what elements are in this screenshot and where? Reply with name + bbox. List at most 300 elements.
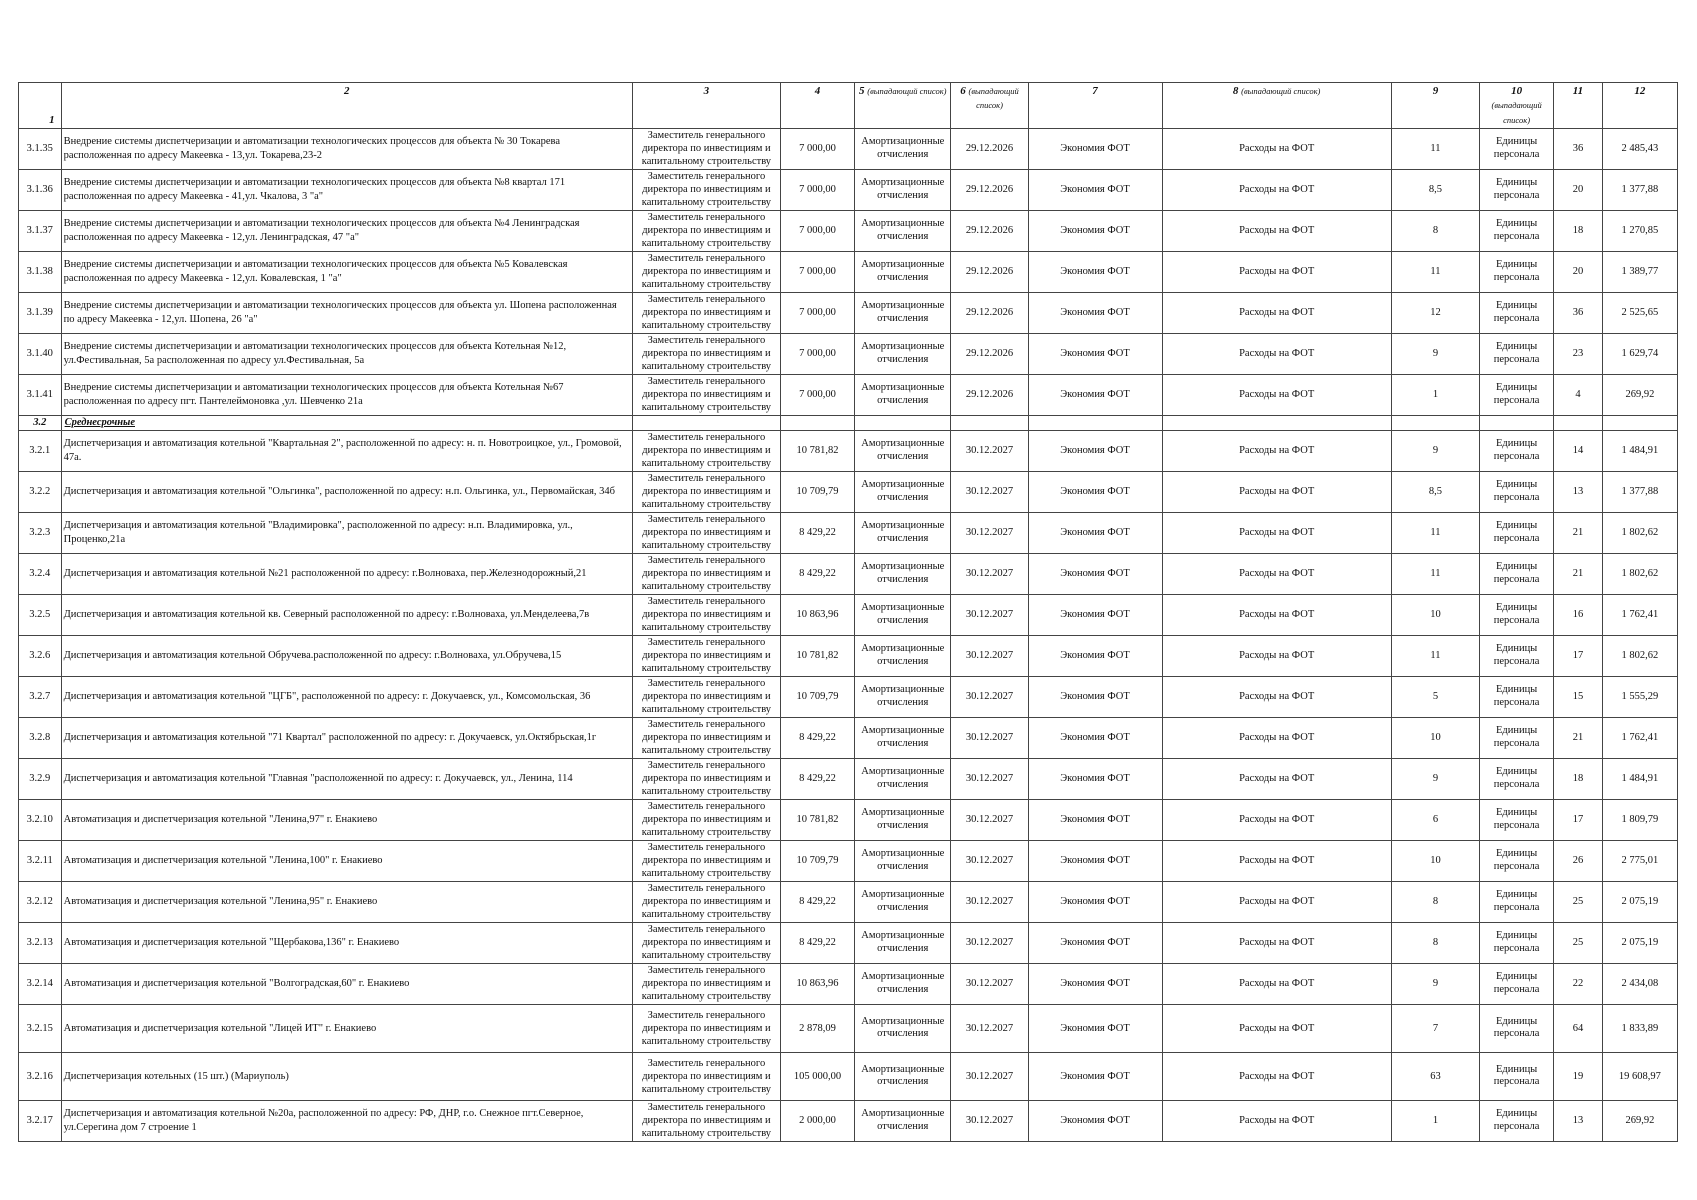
cell-funding-source: Амортизационные отчисления bbox=[855, 881, 951, 922]
cell-unit: Единицы персонала bbox=[1480, 635, 1554, 676]
cell-number: 3.2.16 bbox=[19, 1052, 62, 1100]
cell-col-11: 13 bbox=[1554, 1100, 1603, 1141]
cell-unit: Единицы персонала bbox=[1480, 1100, 1554, 1141]
cell-col-11: 23 bbox=[1554, 333, 1603, 374]
cell-deadline: 30.12.2027 bbox=[951, 1052, 1028, 1100]
cell-measure-name: Внедрение системы диспетчеризации и автоматизации технологических процессов для объекта №8 квартал 171 расположенная по адресу Макеевка - 41,ул. Чкалова, 3 "а" bbox=[61, 169, 632, 210]
cell-effect-type: Экономия ФОТ bbox=[1028, 963, 1162, 1004]
cell-funding-source: Амортизационные отчисления bbox=[855, 963, 951, 1004]
section-row bbox=[19, 415, 1678, 430]
cell-funding-source: Амортизационные отчисления bbox=[855, 292, 951, 333]
cell-unit: Единицы персонала bbox=[1480, 840, 1554, 881]
responsible-text: Заместитель генерального директора по инвестициям и капитальному строительству bbox=[641, 883, 772, 921]
cell-quantity: 63 bbox=[1391, 1052, 1479, 1100]
cell-responsible bbox=[632, 251, 780, 292]
responsible-text: Заместитель генерального директора по инвестициям и капитальному строительству bbox=[641, 678, 772, 716]
cell-measure-name: Автоматизация и диспетчеризация котельной "Ленина,95" г. Енакиево bbox=[61, 881, 632, 922]
cell-expense-item: Расходы на ФОТ bbox=[1162, 471, 1391, 512]
cell-cost: 2 000,00 bbox=[781, 1100, 855, 1141]
responsible-text: Заместитель генерального директора по инвестициям и капитальному строительству bbox=[641, 719, 772, 757]
measures-table bbox=[18, 82, 1678, 1142]
cell-col-12: 1 809,79 bbox=[1602, 799, 1677, 840]
cell-funding-source: Амортизационные отчисления bbox=[855, 922, 951, 963]
cell-cost: 8 429,22 bbox=[781, 717, 855, 758]
cell-funding-source: Амортизационные отчисления bbox=[855, 1100, 951, 1141]
cell-funding-source: Амортизационные отчисления bbox=[855, 512, 951, 553]
cell-col-11: 18 bbox=[1554, 210, 1603, 251]
cell-responsible bbox=[632, 922, 780, 963]
cell-measure-name: Диспетчеризация котельных (15 шт.) (Мариуполь) bbox=[61, 1052, 632, 1100]
cell-responsible bbox=[632, 1004, 780, 1052]
cell-cost: 7 000,00 bbox=[781, 333, 855, 374]
cell-number: 3.2.11 bbox=[19, 840, 62, 881]
cell-deadline: 30.12.2027 bbox=[951, 1004, 1028, 1052]
cell-number: 3.2.7 bbox=[19, 676, 62, 717]
cell-deadline: 30.12.2027 bbox=[951, 635, 1028, 676]
cell-number: 3.2.1 bbox=[19, 430, 62, 471]
cell-measure-name: Диспетчеризация и автоматизация котельной "Владимировка", расположенной по адресу: н.п. Владимировка, ул., Проценко,21а bbox=[61, 512, 632, 553]
cell-col-11: 17 bbox=[1554, 799, 1603, 840]
cell-cost: 10 709,79 bbox=[781, 840, 855, 881]
table-row bbox=[19, 840, 1678, 881]
cell-unit: Единицы персонала bbox=[1480, 1052, 1554, 1100]
cell-col-11: 13 bbox=[1554, 471, 1603, 512]
cell-effect-type: Экономия ФОТ bbox=[1028, 922, 1162, 963]
cell-expense-item: Расходы на ФОТ bbox=[1162, 881, 1391, 922]
cell-funding-source: Амортизационные отчисления bbox=[855, 210, 951, 251]
cell-col-12: 1 802,62 bbox=[1602, 512, 1677, 553]
cell-quantity: 6 bbox=[1391, 799, 1479, 840]
section-number: 3.2 bbox=[19, 415, 62, 430]
responsible-text: Заместитель генерального директора по инвестициям и капитальному строительству bbox=[641, 637, 772, 675]
table-row bbox=[19, 128, 1678, 169]
cell-measure-name: Автоматизация и диспетчеризация котельной "Щербакова,136" г. Енакиево bbox=[61, 922, 632, 963]
cell-cost: 10 781,82 bbox=[781, 430, 855, 471]
cell-unit: Единицы персонала bbox=[1480, 210, 1554, 251]
cell-quantity: 11 bbox=[1391, 128, 1479, 169]
cell-measure-name: Автоматизация и диспетчеризация котельной "Ленина,97" г. Енакиево bbox=[61, 799, 632, 840]
cell-measure-name: Внедрение системы диспетчеризации и автоматизации технологических процессов для объекта Котельная №67 расположенная по адресу пгт. Пантелеймоновка ,ул. Шевченко 21а bbox=[61, 374, 632, 415]
table-row bbox=[19, 1052, 1678, 1100]
cell-col-11: 21 bbox=[1554, 512, 1603, 553]
cell-col-12: 1 377,88 bbox=[1602, 169, 1677, 210]
cell-deadline: 30.12.2027 bbox=[951, 471, 1028, 512]
responsible-text: Заместитель генерального директора по инвестициям и капитальному строительству bbox=[641, 596, 772, 634]
cell-measure-name: Автоматизация и диспетчеризация котельной "Волгоградская,60" г. Енакиево bbox=[61, 963, 632, 1004]
cell-measure-name: Автоматизация и диспетчеризация котельной "Лицей ИТ" г. Енакиево bbox=[61, 1004, 632, 1052]
cell-col-11: 21 bbox=[1554, 553, 1603, 594]
cell-col-11: 22 bbox=[1554, 963, 1603, 1004]
header-col-5: 5 (выпадающий список) bbox=[855, 83, 951, 129]
cell-quantity: 8 bbox=[1391, 210, 1479, 251]
table-row bbox=[19, 922, 1678, 963]
cell-number: 3.2.8 bbox=[19, 717, 62, 758]
cell-deadline: 30.12.2027 bbox=[951, 430, 1028, 471]
cell-funding-source: Амортизационные отчисления bbox=[855, 128, 951, 169]
cell-effect-type: Экономия ФОТ bbox=[1028, 799, 1162, 840]
cell-effect-type: Экономия ФОТ bbox=[1028, 758, 1162, 799]
responsible-text: Заместитель генерального директора по инвестициям и капитальному строительству bbox=[641, 253, 772, 291]
cell-funding-source: Амортизационные отчисления bbox=[855, 758, 951, 799]
cell-quantity: 10 bbox=[1391, 594, 1479, 635]
table-row bbox=[19, 430, 1678, 471]
cell-cost: 2 878,09 bbox=[781, 1004, 855, 1052]
cell-col-12: 1 555,29 bbox=[1602, 676, 1677, 717]
cell-responsible bbox=[632, 594, 780, 635]
cell-funding-source: Амортизационные отчисления bbox=[855, 676, 951, 717]
responsible-text: Заместитель генерального директора по инвестициям и капитальному строительству bbox=[641, 1102, 772, 1140]
cell-deadline: 30.12.2027 bbox=[951, 963, 1028, 1004]
cell-col-12: 269,92 bbox=[1602, 1100, 1677, 1141]
cell-cost: 8 429,22 bbox=[781, 758, 855, 799]
responsible-text: Заместитель генерального директора по инвестициям и капитальному строительству bbox=[641, 335, 772, 373]
table-row bbox=[19, 758, 1678, 799]
cell-expense-item: Расходы на ФОТ bbox=[1162, 1100, 1391, 1141]
header-col-1: 1 bbox=[19, 83, 62, 129]
cell-responsible bbox=[632, 553, 780, 594]
cell-col-11: 36 bbox=[1554, 128, 1603, 169]
table-row bbox=[19, 676, 1678, 717]
table-row bbox=[19, 210, 1678, 251]
header-col-6: 6 (выпадающий список) bbox=[951, 83, 1028, 129]
cell-quantity: 11 bbox=[1391, 251, 1479, 292]
cell-col-12: 1 389,77 bbox=[1602, 251, 1677, 292]
cell-measure-name: Диспетчеризация и автоматизация котельной "ЦГБ", расположенной по адресу: г. Докучаевск, ул., Комсомольская, 36 bbox=[61, 676, 632, 717]
cell-cost: 8 429,22 bbox=[781, 553, 855, 594]
cell-quantity: 12 bbox=[1391, 292, 1479, 333]
cell-quantity: 8,5 bbox=[1391, 169, 1479, 210]
cell-deadline: 30.12.2027 bbox=[951, 512, 1028, 553]
cell-unit: Единицы персонала bbox=[1480, 430, 1554, 471]
cell-measure-name: Диспетчеризация и автоматизация котельной №20а, расположенной по адресу: РФ, ДНР, г.о. Снежное пгт.Северное, ул.Серегина дом 7 строение 1 bbox=[61, 1100, 632, 1141]
cell-effect-type: Экономия ФОТ bbox=[1028, 292, 1162, 333]
cell-number: 3.1.36 bbox=[19, 169, 62, 210]
cell-measure-name: Внедрение системы диспетчеризации и автоматизации технологических процессов для объекта Котельная №12, ул.Фестивальная, 5а расположенная по адресу ул.Фестивальная, 5а bbox=[61, 333, 632, 374]
cell-cost: 7 000,00 bbox=[781, 169, 855, 210]
cell-cost: 10 709,79 bbox=[781, 676, 855, 717]
cell-funding-source: Амортизационные отчисления bbox=[855, 251, 951, 292]
cell-funding-source: Амортизационные отчисления bbox=[855, 840, 951, 881]
cell-col-12: 269,92 bbox=[1602, 374, 1677, 415]
cell-number: 3.2.2 bbox=[19, 471, 62, 512]
cell-expense-item: Расходы на ФОТ bbox=[1162, 758, 1391, 799]
cell-funding-source: Амортизационные отчисления bbox=[855, 374, 951, 415]
cell-number: 3.2.13 bbox=[19, 922, 62, 963]
cell-unit: Единицы персонала bbox=[1480, 758, 1554, 799]
cell-quantity: 9 bbox=[1391, 963, 1479, 1004]
responsible-text: Заместитель генерального директора по инвестициям и капитальному строительству bbox=[641, 432, 772, 470]
table-row bbox=[19, 881, 1678, 922]
cell-col-11: 14 bbox=[1554, 430, 1603, 471]
cell-number: 3.1.41 bbox=[19, 374, 62, 415]
cell-funding-source: Амортизационные отчисления bbox=[855, 594, 951, 635]
cell-expense-item: Расходы на ФОТ bbox=[1162, 717, 1391, 758]
cell-effect-type: Экономия ФОТ bbox=[1028, 512, 1162, 553]
cell-expense-item: Расходы на ФОТ bbox=[1162, 292, 1391, 333]
cell-cost: 10 863,96 bbox=[781, 594, 855, 635]
cell-deadline: 30.12.2027 bbox=[951, 717, 1028, 758]
cell-deadline: 30.12.2027 bbox=[951, 676, 1028, 717]
cell-expense-item: Расходы на ФОТ bbox=[1162, 210, 1391, 251]
cell-expense-item: Расходы на ФОТ bbox=[1162, 1004, 1391, 1052]
table-row bbox=[19, 169, 1678, 210]
cell-measure-name: Диспетчеризация и автоматизация котельной Обручева.расположенной по адресу: г.Волноваха, ул.Обручева,15 bbox=[61, 635, 632, 676]
cell-expense-item: Расходы на ФОТ bbox=[1162, 512, 1391, 553]
cell-responsible bbox=[632, 169, 780, 210]
cell-col-12: 1 802,62 bbox=[1602, 635, 1677, 676]
cell-cost: 7 000,00 bbox=[781, 374, 855, 415]
cell-responsible bbox=[632, 333, 780, 374]
cell-deadline: 29.12.2026 bbox=[951, 333, 1028, 374]
cell-col-12: 2 434,08 bbox=[1602, 963, 1677, 1004]
cell-unit: Единицы персонала bbox=[1480, 128, 1554, 169]
cell-responsible bbox=[632, 292, 780, 333]
cell-col-12: 1 484,91 bbox=[1602, 758, 1677, 799]
header-col-12: 12 bbox=[1602, 83, 1677, 129]
cell-responsible bbox=[632, 1100, 780, 1141]
cell-effect-type: Экономия ФОТ bbox=[1028, 1100, 1162, 1141]
cell-cost: 105 000,00 bbox=[781, 1052, 855, 1100]
cell-effect-type: Экономия ФОТ bbox=[1028, 1052, 1162, 1100]
responsible-text: Заместитель генерального директора по инвестициям и капитальному строительству bbox=[641, 376, 772, 414]
table-row bbox=[19, 292, 1678, 333]
cell-cost: 8 429,22 bbox=[781, 512, 855, 553]
table-body-section bbox=[19, 415, 1678, 430]
responsible-text: Заместитель генерального директора по инвестициям и капитальному строительству bbox=[641, 130, 772, 168]
cell-measure-name: Внедрение системы диспетчеризации и автоматизации технологических процессов для объекта №5 Ковалевская расположенная по адресу Макеевка - 12,ул. Ковалевская, 1 "а" bbox=[61, 251, 632, 292]
cell-effect-type: Экономия ФОТ bbox=[1028, 374, 1162, 415]
cell-deadline: 30.12.2027 bbox=[951, 840, 1028, 881]
cell-expense-item: Расходы на ФОТ bbox=[1162, 635, 1391, 676]
table-row bbox=[19, 594, 1678, 635]
table-row bbox=[19, 512, 1678, 553]
cell-cost: 10 709,79 bbox=[781, 471, 855, 512]
header-col-11: 11 bbox=[1554, 83, 1603, 129]
cell-deadline: 29.12.2026 bbox=[951, 251, 1028, 292]
header-col-7: 7 bbox=[1028, 83, 1162, 129]
cell-col-11: 17 bbox=[1554, 635, 1603, 676]
cell-col-12: 1 833,89 bbox=[1602, 1004, 1677, 1052]
cell-number: 3.2.4 bbox=[19, 553, 62, 594]
cell-expense-item: Расходы на ФОТ bbox=[1162, 799, 1391, 840]
cell-col-11: 15 bbox=[1554, 676, 1603, 717]
cell-expense-item: Расходы на ФОТ bbox=[1162, 840, 1391, 881]
cell-measure-name: Диспетчеризация и автоматизация котельной №21 расположенной по адресу: г.Волноваха, пер.Железнодорожный,21 bbox=[61, 553, 632, 594]
cell-expense-item: Расходы на ФОТ bbox=[1162, 251, 1391, 292]
cell-quantity: 9 bbox=[1391, 430, 1479, 471]
cell-quantity: 9 bbox=[1391, 758, 1479, 799]
cell-responsible bbox=[632, 758, 780, 799]
cell-effect-type: Экономия ФОТ bbox=[1028, 717, 1162, 758]
cell-funding-source: Амортизационные отчисления bbox=[855, 553, 951, 594]
cell-cost: 8 429,22 bbox=[781, 922, 855, 963]
cell-effect-type: Экономия ФОТ bbox=[1028, 840, 1162, 881]
cell-measure-name: Автоматизация и диспетчеризация котельной "Ленина,100" г. Енакиево bbox=[61, 840, 632, 881]
cell-cost: 7 000,00 bbox=[781, 210, 855, 251]
responsible-text: Заместитель генерального директора по инвестициям и капитальному строительству bbox=[641, 965, 772, 1003]
table-row bbox=[19, 553, 1678, 594]
cell-number: 3.2.9 bbox=[19, 758, 62, 799]
table-row bbox=[19, 799, 1678, 840]
cell-col-11: 36 bbox=[1554, 292, 1603, 333]
cell-col-11: 20 bbox=[1554, 251, 1603, 292]
cell-col-12: 2 485,43 bbox=[1602, 128, 1677, 169]
cell-funding-source: Амортизационные отчисления bbox=[855, 169, 951, 210]
cell-quantity: 10 bbox=[1391, 717, 1479, 758]
table-row bbox=[19, 374, 1678, 415]
table-row bbox=[19, 251, 1678, 292]
cell-deadline: 30.12.2027 bbox=[951, 799, 1028, 840]
cell-cost: 10 781,82 bbox=[781, 799, 855, 840]
cell-quantity: 10 bbox=[1391, 840, 1479, 881]
cell-unit: Единицы персонала bbox=[1480, 333, 1554, 374]
cell-number: 3.2.15 bbox=[19, 1004, 62, 1052]
cell-col-11: 25 bbox=[1554, 881, 1603, 922]
cell-col-12: 1 484,91 bbox=[1602, 430, 1677, 471]
cell-col-11: 19 bbox=[1554, 1052, 1603, 1100]
cell-col-12: 19 608,97 bbox=[1602, 1052, 1677, 1100]
table-row bbox=[19, 963, 1678, 1004]
cell-quantity: 11 bbox=[1391, 635, 1479, 676]
cell-deadline: 29.12.2026 bbox=[951, 210, 1028, 251]
cell-funding-source: Амортизационные отчисления bbox=[855, 333, 951, 374]
cell-expense-item: Расходы на ФОТ bbox=[1162, 333, 1391, 374]
cell-col-12: 1 377,88 bbox=[1602, 471, 1677, 512]
cell-responsible bbox=[632, 676, 780, 717]
cell-unit: Единицы персонала bbox=[1480, 553, 1554, 594]
table-row bbox=[19, 1100, 1678, 1141]
cell-effect-type: Экономия ФОТ bbox=[1028, 1004, 1162, 1052]
cell-col-11: 64 bbox=[1554, 1004, 1603, 1052]
cell-deadline: 30.12.2027 bbox=[951, 1100, 1028, 1141]
cell-responsible bbox=[632, 963, 780, 1004]
cell-number: 3.2.10 bbox=[19, 799, 62, 840]
cell-unit: Единицы персонала bbox=[1480, 292, 1554, 333]
cell-expense-item: Расходы на ФОТ bbox=[1162, 922, 1391, 963]
cell-responsible bbox=[632, 374, 780, 415]
cell-quantity: 1 bbox=[1391, 374, 1479, 415]
cell-col-12: 2 525,65 bbox=[1602, 292, 1677, 333]
cell-col-11: 18 bbox=[1554, 758, 1603, 799]
cell-deadline: 29.12.2026 bbox=[951, 292, 1028, 333]
cell-quantity: 8,5 bbox=[1391, 471, 1479, 512]
table-row bbox=[19, 1004, 1678, 1052]
cell-responsible bbox=[632, 881, 780, 922]
cell-deadline: 30.12.2027 bbox=[951, 881, 1028, 922]
cell-quantity: 9 bbox=[1391, 333, 1479, 374]
cell-unit: Единицы персонала bbox=[1480, 1004, 1554, 1052]
cell-responsible bbox=[632, 717, 780, 758]
cell-funding-source: Амортизационные отчисления bbox=[855, 635, 951, 676]
header-col-2: 2 bbox=[61, 83, 632, 129]
table-body-short-term bbox=[19, 128, 1678, 415]
table-body-mid-term bbox=[19, 430, 1678, 1141]
cell-number: 3.1.37 bbox=[19, 210, 62, 251]
cell-quantity: 8 bbox=[1391, 922, 1479, 963]
responsible-text: Заместитель генерального директора по инвестициям и капитальному строительству bbox=[641, 473, 772, 511]
cell-number: 3.2.14 bbox=[19, 963, 62, 1004]
cell-col-11: 25 bbox=[1554, 922, 1603, 963]
cell-unit: Единицы персонала bbox=[1480, 717, 1554, 758]
cell-unit: Единицы персонала bbox=[1480, 251, 1554, 292]
cell-number: 3.2.12 bbox=[19, 881, 62, 922]
cell-col-12: 1 629,74 bbox=[1602, 333, 1677, 374]
cell-number: 3.1.38 bbox=[19, 251, 62, 292]
cell-number: 3.1.40 bbox=[19, 333, 62, 374]
cell-deadline: 29.12.2026 bbox=[951, 169, 1028, 210]
cell-measure-name: Диспетчеризация и автоматизация котельной "71 Квартал" расположенной по адресу: г. Докучаевск, ул.Октябрьская,1г bbox=[61, 717, 632, 758]
cell-col-11: 16 bbox=[1554, 594, 1603, 635]
table-row bbox=[19, 717, 1678, 758]
responsible-text: Заместитель генерального директора по инвестициям и капитальному строительству bbox=[641, 294, 772, 332]
cell-responsible bbox=[632, 471, 780, 512]
cell-responsible bbox=[632, 210, 780, 251]
responsible-text: Заместитель генерального директора по инвестициям и капитальному строительству bbox=[641, 801, 772, 839]
cell-expense-item: Расходы на ФОТ bbox=[1162, 430, 1391, 471]
cell-deadline: 30.12.2027 bbox=[951, 758, 1028, 799]
table-row bbox=[19, 635, 1678, 676]
responsible-text: Заместитель генерального директора по инвестициям и капитальному строительству bbox=[641, 171, 772, 209]
cell-funding-source: Амортизационные отчисления bbox=[855, 430, 951, 471]
cell-deadline: 30.12.2027 bbox=[951, 922, 1028, 963]
table-row bbox=[19, 471, 1678, 512]
cell-expense-item: Расходы на ФОТ bbox=[1162, 128, 1391, 169]
cell-deadline: 30.12.2027 bbox=[951, 594, 1028, 635]
header-col-10: 10 (выпадающий список) bbox=[1480, 83, 1554, 129]
cell-funding-source: Амортизационные отчисления bbox=[855, 1052, 951, 1100]
cell-cost: 7 000,00 bbox=[781, 292, 855, 333]
cell-expense-item: Расходы на ФОТ bbox=[1162, 676, 1391, 717]
cell-responsible bbox=[632, 840, 780, 881]
cell-quantity: 11 bbox=[1391, 512, 1479, 553]
cell-number: 3.2.17 bbox=[19, 1100, 62, 1141]
cell-quantity: 1 bbox=[1391, 1100, 1479, 1141]
cell-unit: Единицы персонала bbox=[1480, 799, 1554, 840]
responsible-text: Заместитель генерального директора по инвестициям и капитальному строительству bbox=[641, 1057, 772, 1095]
cell-cost: 10 781,82 bbox=[781, 635, 855, 676]
cell-col-11: 21 bbox=[1554, 717, 1603, 758]
cell-effect-type: Экономия ФОТ bbox=[1028, 251, 1162, 292]
cell-col-12: 1 270,85 bbox=[1602, 210, 1677, 251]
cell-unit: Единицы персонала bbox=[1480, 881, 1554, 922]
cell-col-11: 20 bbox=[1554, 169, 1603, 210]
cell-funding-source: Амортизационные отчисления bbox=[855, 471, 951, 512]
cell-responsible bbox=[632, 512, 780, 553]
cell-col-12: 2 075,19 bbox=[1602, 922, 1677, 963]
cell-cost: 8 429,22 bbox=[781, 881, 855, 922]
cell-cost: 7 000,00 bbox=[781, 251, 855, 292]
header-row bbox=[19, 83, 1678, 129]
cell-number: 3.1.39 bbox=[19, 292, 62, 333]
cell-effect-type: Экономия ФОТ bbox=[1028, 553, 1162, 594]
cell-quantity: 11 bbox=[1391, 553, 1479, 594]
cell-quantity: 7 bbox=[1391, 1004, 1479, 1052]
cell-unit: Единицы персонала bbox=[1480, 963, 1554, 1004]
cell-expense-item: Расходы на ФОТ bbox=[1162, 963, 1391, 1004]
cell-number: 3.2.6 bbox=[19, 635, 62, 676]
cell-responsible bbox=[632, 635, 780, 676]
header-col-3: 3 bbox=[632, 83, 780, 129]
cell-expense-item: Расходы на ФОТ bbox=[1162, 374, 1391, 415]
cell-effect-type: Экономия ФОТ bbox=[1028, 594, 1162, 635]
cell-col-11: 4 bbox=[1554, 374, 1603, 415]
cell-effect-type: Экономия ФОТ bbox=[1028, 169, 1162, 210]
cell-col-12: 1 762,41 bbox=[1602, 594, 1677, 635]
responsible-text: Заместитель генерального директора по инвестициям и капитальному строительству bbox=[641, 555, 772, 593]
cell-number: 3.2.3 bbox=[19, 512, 62, 553]
cell-expense-item: Расходы на ФОТ bbox=[1162, 594, 1391, 635]
cell-unit: Единицы персонала bbox=[1480, 512, 1554, 553]
